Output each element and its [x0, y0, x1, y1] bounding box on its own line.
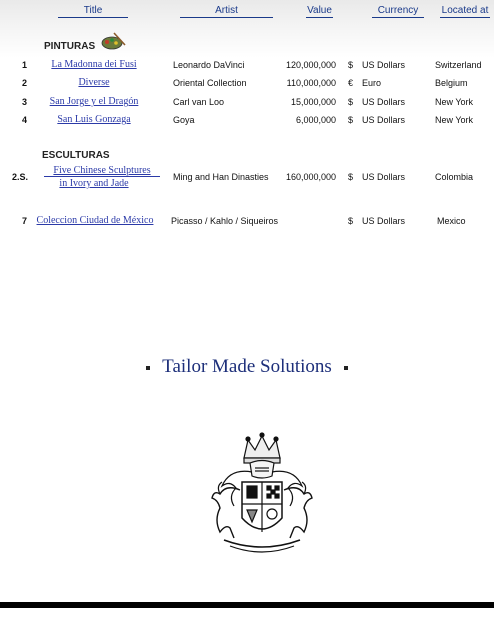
bottom-bar	[0, 602, 494, 608]
row-7-artist: Picasso / Kahlo / Siqueiros	[171, 216, 279, 226]
row-1-currency: US Dollars	[362, 60, 406, 70]
row-4-title-link[interactable]: San Luis Gonzaga	[57, 114, 131, 125]
bullet-right	[344, 366, 348, 370]
row-7-location: Mexico	[437, 216, 466, 226]
header-currency: Currency	[372, 5, 424, 18]
row-2-location: Belgium	[435, 78, 468, 88]
section-paintings-heading: PINTURAS	[44, 41, 96, 52]
row-2s-value: 160,000,000	[285, 172, 336, 182]
header-title: Title	[58, 5, 128, 18]
row-3-currency-symbol: $	[348, 97, 354, 107]
row-1-title-link[interactable]: La Madonna dei Fusi	[51, 59, 137, 70]
row-4-currency: US Dollars	[362, 115, 406, 125]
bullet-left	[146, 366, 150, 370]
header-located-at: Located at	[441, 5, 489, 16]
palette-icon	[100, 31, 126, 51]
row-4-currency-symbol: $	[348, 115, 354, 125]
row-2s-title-line1-link[interactable]: Five Chinese Sculptures	[53, 165, 151, 176]
row-7-currency-symbol: $	[348, 216, 354, 226]
row-2s-currency-symbol: $	[348, 172, 354, 182]
row-2s-title-line2-link[interactable]: in Ivory and Jade	[59, 178, 129, 189]
coat-of-arms-icon	[200, 428, 324, 562]
section-sculptures-heading: ESCULTURAS	[42, 150, 110, 161]
row-7-title-link[interactable]: Coleccion Ciudad de México	[36, 215, 154, 226]
header-artist: Artist	[180, 5, 273, 18]
row-2s-location: Colombia	[435, 172, 474, 182]
row-2-artist: Oriental Collection	[173, 78, 247, 88]
row-3-value: 15,000,000	[290, 97, 336, 107]
row-4-location: New York	[435, 115, 474, 125]
row-7-currency: US Dollars	[362, 216, 406, 226]
row-3-title-link[interactable]: San Jorge y el Dragón	[49, 96, 139, 107]
row-3-number: 3	[22, 97, 28, 107]
row-3-artist: Carl van Loo	[173, 97, 225, 107]
row-1-location: Switzerland	[435, 60, 482, 70]
row-7-number: 7	[22, 216, 28, 226]
row-1-artist: Leonardo DaVinci	[173, 60, 245, 70]
row-2-value: 110,000,000	[286, 78, 336, 88]
row-4-artist: Goya	[173, 115, 195, 125]
row-2-currency: Euro	[362, 78, 382, 88]
header-value: Value	[307, 5, 332, 16]
row-1-value: 120,000,000	[285, 60, 336, 70]
row-2-number: 2	[22, 78, 28, 88]
row-4-number: 4	[22, 115, 28, 125]
row-2s-title-underline	[44, 176, 160, 177]
row-2s-number: 2.S.	[12, 172, 29, 182]
row-2s-artist: Ming and Han Dinasties	[173, 172, 269, 182]
row-3-location: New York	[435, 97, 474, 107]
row-4-value: 6,000,000	[295, 115, 336, 125]
row-2-title-link[interactable]: Diverse	[78, 77, 110, 88]
row-2-currency-symbol: €	[348, 78, 354, 88]
row-1-currency-symbol: $	[348, 60, 354, 70]
row-2s-currency: US Dollars	[362, 172, 406, 182]
tagline-text: Tailor Made Solutions	[162, 356, 332, 377]
tagline	[0, 356, 494, 378]
row-1-number: 1	[22, 60, 28, 70]
row-3-currency: US Dollars	[362, 97, 406, 107]
